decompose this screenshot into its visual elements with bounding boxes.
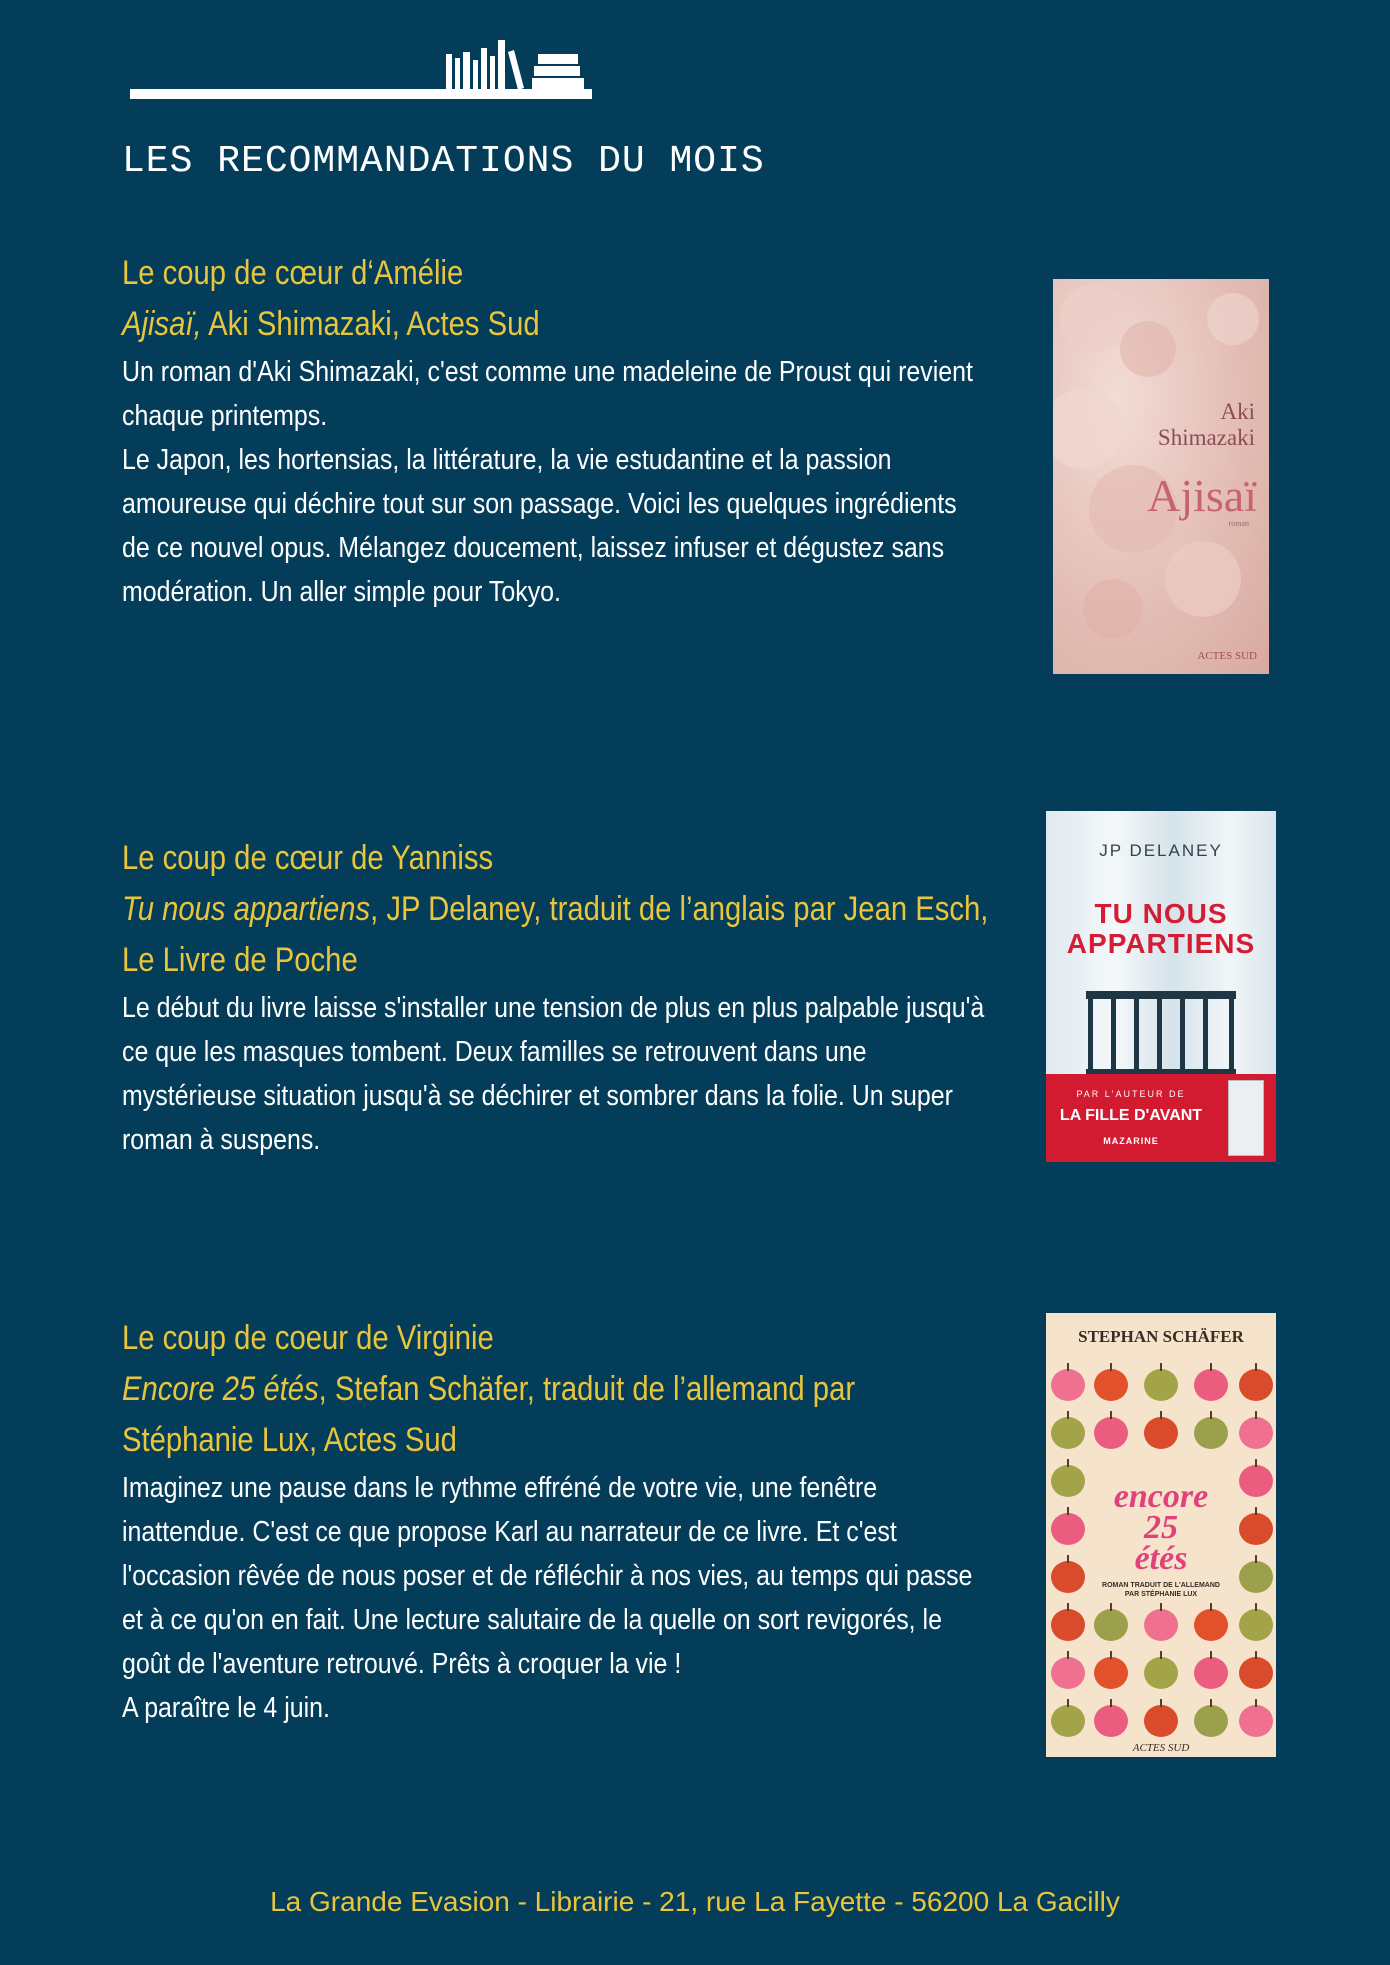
cover-publisher: ACTES SUD [1132,1742,1190,1754]
paragraph: Le Japon, les hortensias, la littérature, la vie estudantine et la passion amoureuse qui déchire tout sur son passage. Voici les quelques ingrédients de ce nouvel opus. Mélangez doucement, laissez infuser et dégustez sans modération. Un aller simple pour Tokyo. [122,444,957,608]
recommendation-text [122,350,991,614]
paragraph: Imaginez une pause dans le rythme effréné de votre vie, une fenêtre inattendue. C'est ce que propose Karl au narrateur de ce livre. Et c'est l'occasion rêvée de nous poser et de réfléchir à nos vies, au temps qui passe et à ce qu'on en fait. Une lecture salutaire de la quelle on sort revigorés, le goût de l'aventure retrouvé. Prêts à croquer la vie ! [122,1472,973,1680]
footer-address: La Grande Evasion - Librairie - 21, rue La Fayette - 56200 La Gacilly [270,1886,1120,1917]
recommendation-heading: Le coup de cœur d‘Amélie [122,254,464,292]
cover-author [1158,399,1255,451]
cover-band-small: PAR L'AUTEUR DE [1076,1089,1186,1099]
recommendation-amelie [122,248,992,614]
recommendation-text [122,1466,991,1730]
book-cover-ajisai [1053,279,1269,674]
book-reference [122,884,991,986]
cover-title [1046,1478,1276,1577]
cover-band-big: LA FILLE D'AVANT [1059,1107,1203,1124]
cover-title-line: TU NOUS [1094,898,1228,929]
cover-title-line: 25 [1144,1509,1178,1546]
book-details: , JP Delaney, traduit de l’anglais par Jean Esch, Le Livre de Poche [122,890,989,979]
cover-publisher: MAZARINE [1103,1136,1159,1146]
cover-title: Ajisaï [1147,470,1257,521]
book-reference [122,299,991,350]
book-cover-encore-25-etes [1046,1313,1276,1757]
cover-title [1046,899,1276,959]
cover-author-line: Shimazaki [1157,425,1255,450]
cover-publisher: ACTES SUD [1197,650,1257,662]
page-title: LES RECOMMANDATIONS DU MOIS [122,140,765,183]
paragraph: Un roman d'Aki Shimazaki, c'est comme une madeleine de Proust qui revient chaque printemps. [122,356,973,432]
cover-subtitle [1046,1581,1276,1599]
cover-band [1046,1074,1276,1162]
recommendation-yanniss [122,833,992,1162]
book-details: , Stefan Schäfer, traduit de l’allemand par Stéphanie Lux, Actes Sud [122,1370,856,1459]
cover-title-line: APPARTIENS [1066,928,1256,959]
cover-subtitle-line: PAR STÉPHANIE LUX [1124,1591,1198,1598]
cover-author: JP DELANEY [1099,841,1223,860]
cover-title-line: étés [1134,1540,1188,1577]
paragraph: Le début du livre laisse s'installer une tension de plus en plus palpable jusqu'à ce que les masques tombent. Deux familles se retrouvent dans une mystérieuse situation jusqu'à se déchirer et sombrer dans la folie. Un super roman à suspens. [122,992,985,1156]
book-cover-tu-nous-appartiens [1046,811,1276,1162]
recommendation-virginie [122,1313,992,1730]
bookshelf-logo-icon [130,38,592,102]
cover-subtitle-line: ROMAN TRADUIT DE L'ALLEMAND [1102,1582,1220,1589]
recommendation-heading: Le coup de cœur de Yanniss [122,839,494,877]
cover-author-line: Aki [1220,399,1255,424]
cover-author: STEPHAN SCHÄFER [1078,1327,1244,1346]
book-title: Ajisaï, [122,305,202,343]
book-details: Aki Shimazaki, Actes Sud [201,305,540,343]
mini-book-icon [1228,1080,1264,1156]
recommendation-text [122,986,991,1162]
book-title: Encore 25 étés [122,1370,319,1408]
book-title: Tu nous appartiens [122,890,371,928]
cover-title-line: encore [1113,1478,1209,1515]
paragraph: A paraître le 4 juin. [122,1692,330,1724]
cover-genre: roman [1228,519,1249,528]
book-reference [122,1364,991,1466]
recommendation-heading: Le coup de coeur de Virginie [122,1319,494,1357]
